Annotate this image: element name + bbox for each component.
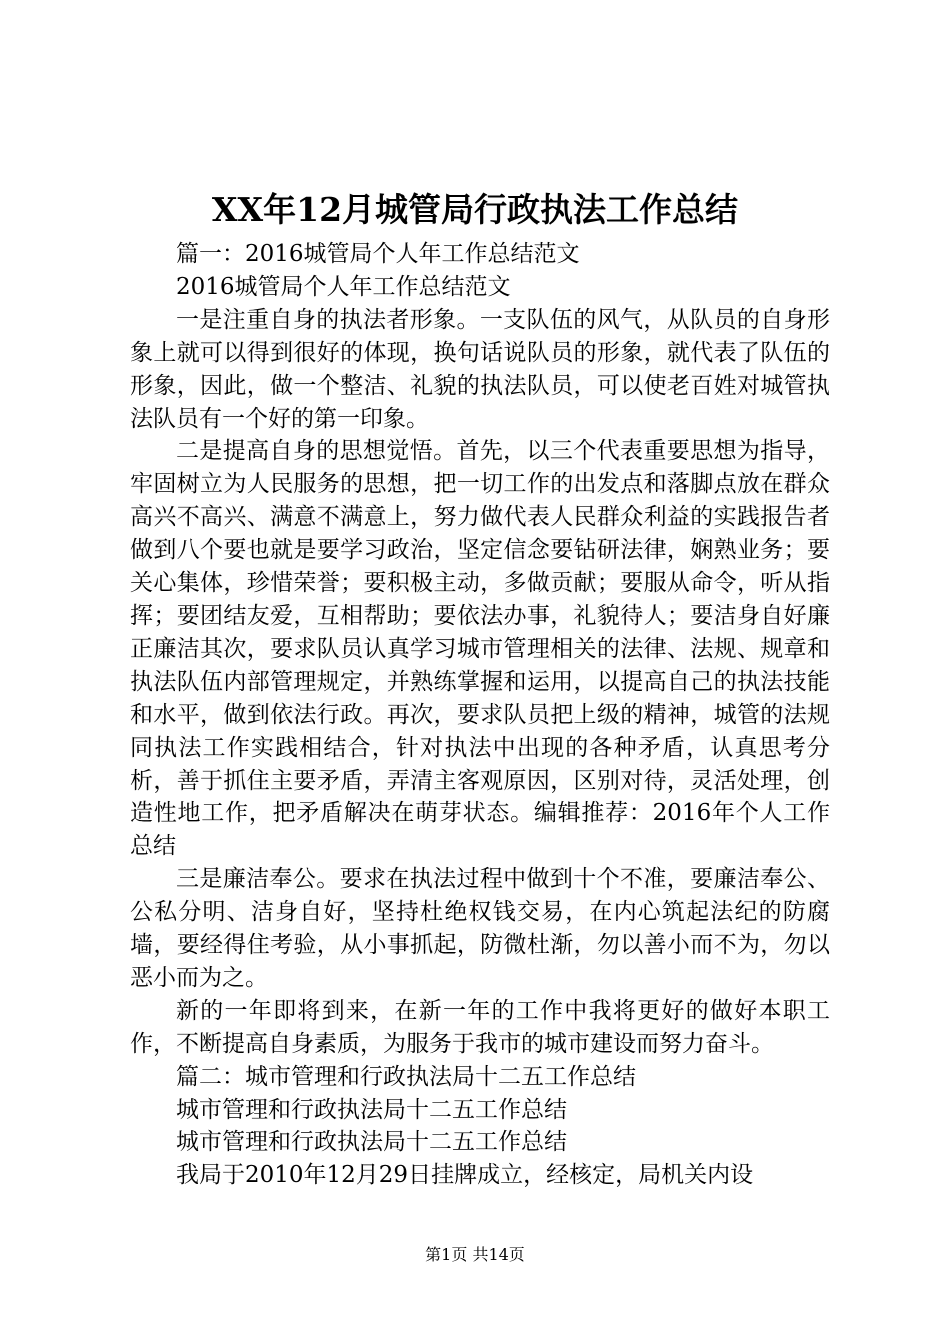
paragraph: 我局于2010年12月29日挂牌成立，经核定，局机关内设: [176, 1162, 754, 1189]
page-indicator: 第1页 共14页: [425, 1245, 525, 1264]
paragraph: 城市管理和行政执法局十二五工作总结: [176, 1129, 567, 1156]
paragraph: 城市管理和行政执法局十二五工作总结: [176, 1096, 567, 1123]
paragraph: 一是注重自身的执法者形象。一支队伍的风气，从队员的自身形象上就可以得到很好的体现，换句话说队员的形象，就代表了队伍的形象，因此，做一个整洁、礼貌的执法队员，可以使老百姓对城管执法队员有一个好的第一印象。: [130, 306, 830, 432]
paragraph: 篇一：2016城管局个人年工作总结范文: [176, 241, 580, 267]
paragraph: 二是提高自身的思想觉悟。首先，以三个代表重要思想为指导，牢固树立为人民服务的思想，把一切工作的出发点和落脚点放在群众高兴不高兴、满意不满意上，努力做代表人民群众利益的实践报告者做到八个要也就是要学习政治，坚定信念要钻研法律，娴熟业务；要关心集体，珍惜荣誉；要积极主动，多做贡献；要服从命令，听从指挥；要团结友爱，互相帮助；要依法办事，礼貌待人；要洁身自好廉正廉洁其次，要求队员认真学习城市管理相关的法律、法规、规章和执法队伍内部管理规定，并熟练掌握和运用，以提高自己的执法技能和水平，做到依法行政。再次，要求队员把上级的精神，城管的法规同执法工作实践相结合，针对执法中出现的各种矛盾，认真思考分析，善于抓住主要矛盾，弄清主客观原因，区别对待，灵活处理，创造性地工作，把矛盾解决在萌芽状态。编辑推荐：2016年个人工作总结: [130, 438, 830, 860]
page-footer: [0, 1243, 950, 1267]
document-title: XX年12月城管局行政执法工作总结: [211, 190, 739, 229]
paragraph: 篇二：城市管理和行政执法局十二五工作总结: [176, 1063, 636, 1090]
paragraph: 新的一年即将到来，在新一年的工作中我将更好的做好本职工作，不断提高自身素质，为服务于我市的城市建设而努力奋斗。: [130, 997, 830, 1057]
paragraph: 三是廉洁奉公。要求在执法过程中做到十个不准，要廉洁奉公、公私分明、洁身自好，坚持杜绝权钱交易，在内心筑起法纪的防腐墙，要经得住考验，从小事抓起，防微杜渐，勿以善小而不为，勿以恶小而为之。: [130, 866, 830, 991]
paragraph: 2016城管局个人年工作总结范文: [176, 273, 511, 300]
document-body: [130, 238, 830, 1192]
